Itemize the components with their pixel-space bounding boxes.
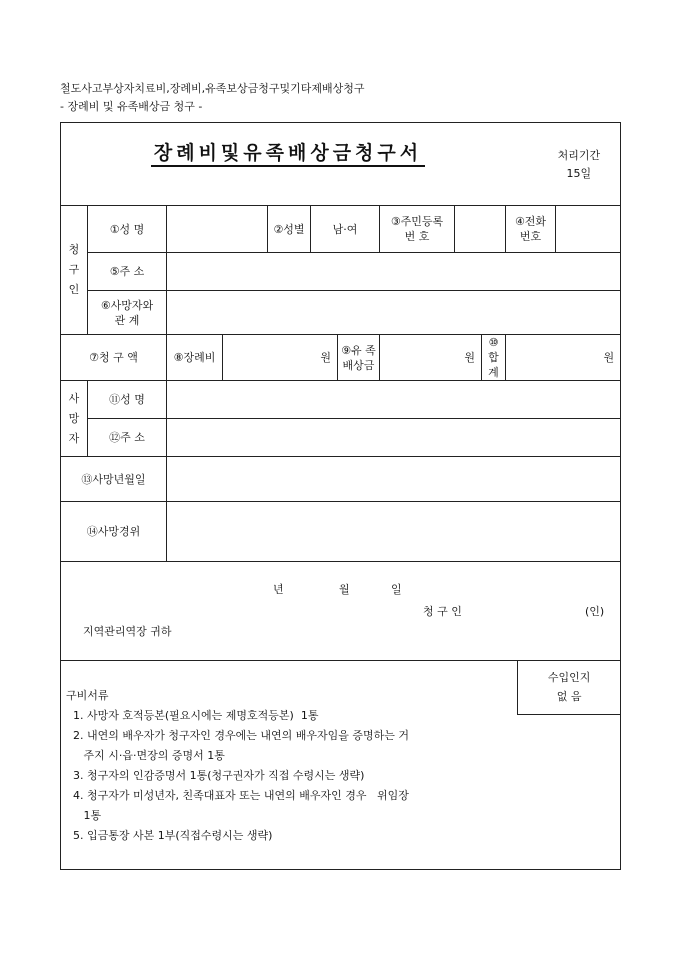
day-label: 일 [391, 583, 402, 596]
phone-label: ④전화 번호 [506, 206, 556, 253]
revenue-stamp-box: 수입인지 없 음 [517, 660, 621, 715]
funeral-cost-field[interactable]: 원 [223, 335, 338, 381]
deceased-address-label: ⑫주 소 [88, 419, 167, 457]
year-label: 년 [273, 583, 284, 596]
death-date-field[interactable] [167, 457, 621, 502]
total-label: ⑩합계 [482, 335, 506, 381]
title-row [61, 123, 621, 206]
form-subtitle-line: - 장례비 및 유족배상금 청구 - [60, 100, 203, 113]
processing-period-value: 15일 [566, 167, 592, 180]
total-field[interactable]: 원 [506, 335, 621, 381]
gender-field[interactable]: 남·여 [311, 206, 380, 253]
claimant-group-label: 청 구 인 [61, 206, 88, 335]
bereaved-compensation-field[interactable]: 원 [380, 335, 482, 381]
death-circumstance-label: ⑭사망경위 [61, 502, 167, 562]
death-circumstance-field[interactable] [167, 502, 621, 562]
seal-mark: (인) [585, 605, 605, 618]
claimant-address-field[interactable] [167, 253, 621, 291]
processing-period-label: 처리기간 [557, 149, 601, 162]
required-documents [66, 686, 409, 846]
documents-heading: 구비서류 [66, 689, 109, 702]
relation-field[interactable] [167, 291, 621, 335]
processing-period [558, 147, 601, 183]
rrn-label: ③주민등록 번 호 [380, 206, 455, 253]
list-item: 2. 내연의 배우자가 청구자인 경우에는 내연의 배우자임을 증명하는 거 [66, 729, 409, 742]
deceased-name-label: ⑪성 명 [88, 381, 167, 419]
list-item: 4. 청구자가 미성년자, 친족대표자 또는 내연의 배우자인 경우 위임장 [66, 789, 409, 802]
month-label: 월 [339, 583, 350, 596]
claim-form [60, 122, 620, 870]
claimant-signature-label: 청 구 인 [423, 605, 462, 618]
list-item: 1. 사망자 호적등본(필요시에는 제명호적등본) 1통 [66, 709, 319, 722]
deceased-name-field[interactable] [167, 381, 621, 419]
death-date-label: ⑬사망년월일 [61, 457, 167, 502]
gender-label: ②성별 [268, 206, 311, 253]
list-item: 3. 청구자의 인감증명서 1통(청구권자가 직접 수령시는 생략) [66, 769, 365, 782]
recipient-line: 지역관리역장 귀하 [83, 625, 172, 638]
claimant-name-label: ①성 명 [88, 206, 167, 253]
required-documents-section [61, 661, 621, 870]
phone-field[interactable] [556, 206, 621, 253]
list-item: 주지 시·읍·면장의 증명서 1통 [66, 749, 225, 762]
rrn-field[interactable] [455, 206, 506, 253]
claimant-address-label: ⑤주 소 [88, 253, 167, 291]
signature-block [61, 562, 621, 661]
claim-amount-label: ⑦청 구 액 [61, 335, 167, 381]
bereaved-compensation-label: ⑨유 족 배상금 [338, 335, 380, 381]
deceased-group-label: 사 망 자 [61, 381, 88, 457]
funeral-cost-label: ⑧장례비 [167, 335, 223, 381]
relation-label: ⑥사망자와 관 계 [88, 291, 167, 335]
claimant-name-field[interactable] [167, 206, 268, 253]
deceased-address-field[interactable] [167, 419, 621, 457]
list-item: 5. 입금통장 사본 1부(직접수령시는 생략) [66, 829, 273, 842]
form-category-line: 철도사고부상자치료비,장례비,유족보상금청구및기타제배상청구 [60, 82, 365, 95]
list-item: 1통 [66, 809, 102, 822]
form-title: 장례비및유족배상금청구서 [151, 146, 425, 167]
